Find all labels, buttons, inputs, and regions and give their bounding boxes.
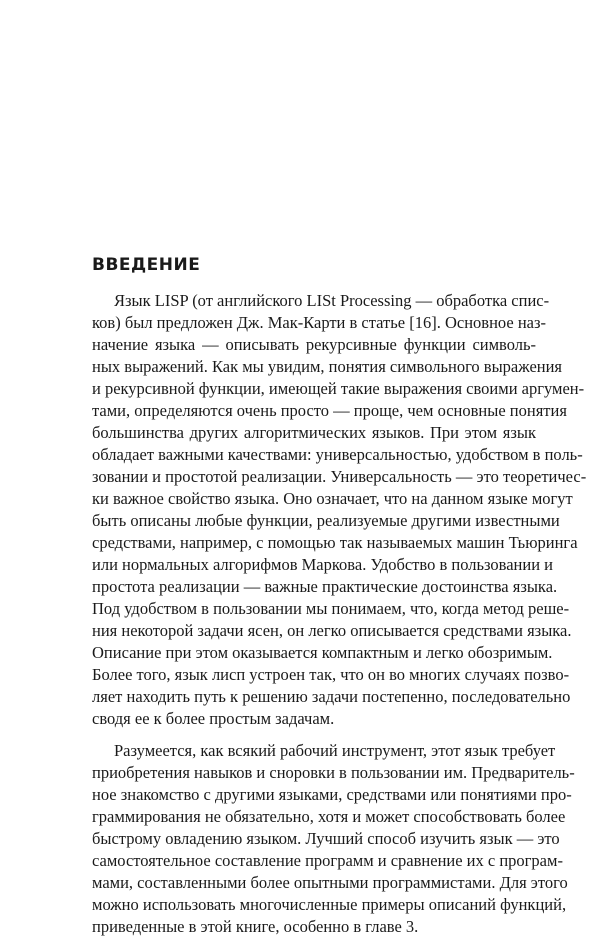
paragraph-2-line-4: граммирования не обязательно, хотя и может способствовать более: [92, 807, 566, 826]
paragraph-2-line-9: приведенные в этой книге, особенно в главе 3.: [92, 917, 419, 936]
paragraph-1-line-10: ки важное свойство языка. Оно означает, что на данном языке могут: [92, 489, 573, 508]
paragraph-2-line-5: быстрому овладению языком. Лучший способ изучить язык — это: [92, 829, 560, 848]
section-heading: ВВЕДЕНИЕ: [92, 255, 201, 275]
paragraph-1-line-19: ляет находить путь к решению задачи постепенно, последовательно: [92, 687, 571, 706]
paragraph-1-line-8: обладает важными качествами: универсальностью, удобством в поль-: [92, 445, 583, 464]
paragraph-2-line-3: ное знакомство с другими языками, средствами или понятиями про-: [92, 785, 572, 804]
paragraph-1-line-14: простота реализации — важные практические достоинства языка.: [92, 577, 558, 596]
paragraph-1-line-2: ков) был предложен Дж. Мак-Карти в статье [16]. Основное наз-: [92, 313, 546, 332]
paragraph-2-line-7: мами, составленными более опытными программистами. Для этого: [92, 873, 568, 892]
paragraph-1-line-12: средствами, например, с помощью так называемых машин Тьюринга: [92, 533, 578, 552]
paragraph-1-line-9: зовании и простотой реализации. Универсальность — это теоретичес-: [92, 467, 587, 486]
paragraph-1-line-6: тами, определяются очень просто — проще, чем основные понятия: [92, 401, 567, 420]
paragraph-1-line-18: Более того, язык лисп устроен так, что он во многих случаях позво-: [92, 665, 570, 684]
paragraph-1-line-15: Под удобством в пользовании мы понимаем, что, когда метод реше-: [92, 599, 570, 618]
paragraph-1-line-16: ния некоторой задачи ясен, он легко описывается средствами языка.: [92, 621, 572, 640]
paragraph-2-line-6: самостоятельное составление программ и сравнение их с програм-: [92, 851, 563, 870]
paragraph-2-line-1: Разумеется, как всякий рабочий инструмент, этот язык требует: [114, 741, 556, 760]
paragraph-1-line-4: ных выражений. Как мы увидим, понятия символьного выражения: [92, 357, 563, 376]
paragraph-1-line-1: Язык LISP (от английского LISt Processing — обработка спис-: [114, 291, 550, 310]
paragraph-2-line-2: приобретения навыков и сноровки в пользовании им. Предваритель-: [92, 763, 575, 782]
paragraph-1-line-11: быть описаны любые функции, реализуемые другими известными: [92, 511, 560, 530]
paragraph-1-line-5: и рекурсивной функции, имеющей такие выражения своими аргумен-: [92, 379, 585, 398]
paragraph-2-line-8: можно использовать многочисленные примеры описаний функций,: [92, 895, 567, 914]
paragraph-1-line-17: Описание при этом оказывается компактным и легко обозримым.: [92, 643, 553, 662]
paragraph-1-line-7: большинства других алгоритмических языков. При этом язык: [92, 423, 536, 442]
paragraph-1-line-3: начение языка — описывать рекурсивные функции символь-: [92, 335, 536, 354]
paragraph-1-line-20: сводя ее к более простым задачам.: [92, 709, 335, 728]
paragraph-1-line-13: или нормальных алгорифмов Маркова. Удобство в пользовании и: [92, 555, 554, 574]
